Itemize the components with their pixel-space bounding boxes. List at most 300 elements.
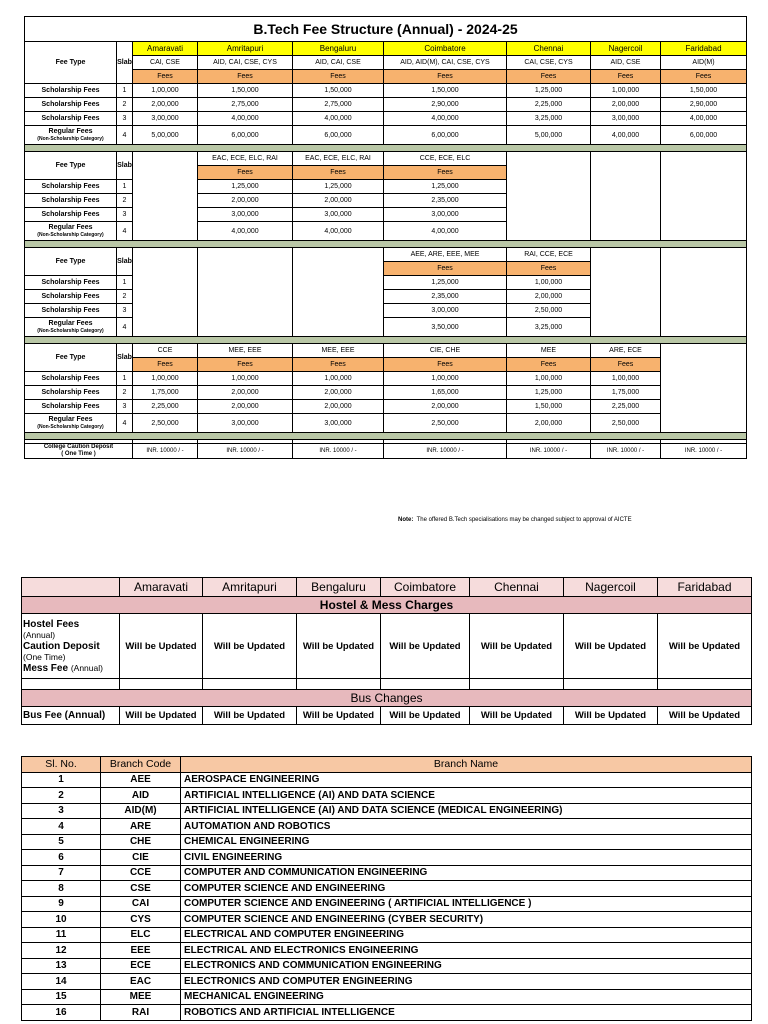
campus-header: Coimbatore bbox=[384, 42, 507, 56]
hostel-value: Will be Updated bbox=[203, 614, 297, 679]
fee-value: 1,75,000 bbox=[133, 386, 198, 400]
fee-value: 2,25,000 bbox=[591, 400, 661, 414]
branch-codes: CIE, CHE bbox=[384, 344, 507, 358]
slab-number: 1 bbox=[117, 180, 133, 194]
spacer bbox=[120, 679, 203, 690]
slab-number: 3 bbox=[117, 112, 133, 126]
campus-header: Coimbatore bbox=[381, 578, 470, 597]
fee-value: 2,00,000 bbox=[198, 400, 293, 414]
slab-number: 1 bbox=[117, 84, 133, 98]
spacer bbox=[297, 679, 381, 690]
hostel-value: Will be Updated bbox=[470, 614, 564, 679]
bus-fee-value: Will be Updated bbox=[564, 707, 658, 725]
caution-value: INR. 10000 / - bbox=[661, 444, 747, 459]
regular-fees-subtitle: (Non-Scholarship Category) bbox=[37, 328, 104, 334]
fee-value: 1,25,000 bbox=[293, 180, 384, 194]
branch-codes: AID, CSE bbox=[591, 56, 661, 70]
fee-value: 5,00,000 bbox=[133, 126, 198, 145]
row-label: Scholarship Fees bbox=[25, 372, 117, 386]
campus-header: Faridabad bbox=[661, 42, 747, 56]
fee-value: 2,00,000 bbox=[293, 194, 384, 208]
campus-header: Amaravati bbox=[133, 42, 198, 56]
hostel-value: Will be Updated bbox=[297, 614, 381, 679]
branch-codes: CAI, CSE bbox=[133, 56, 198, 70]
branch-codes: MEE, EEE bbox=[293, 344, 384, 358]
fee-type-header: Fee Type bbox=[25, 42, 117, 84]
branch-code: ECE bbox=[101, 958, 181, 974]
regular-fees-subtitle: (Non-Scholarship Category) bbox=[37, 424, 104, 430]
fees-header: Fees bbox=[507, 262, 591, 276]
fee-value: 4,00,000 bbox=[384, 222, 507, 241]
fee-value: 1,00,000 bbox=[507, 372, 591, 386]
fees-header: Fees bbox=[133, 358, 198, 372]
regular-fees-label bbox=[25, 222, 117, 241]
row-label: Scholarship Fees bbox=[25, 208, 117, 222]
table-row bbox=[22, 819, 752, 835]
regular-fees-subtitle: (Non-Scholarship Category) bbox=[37, 232, 104, 238]
fees-header: Fees bbox=[293, 70, 384, 84]
fee-value: 4,00,000 bbox=[293, 222, 384, 241]
sl-no: 10 bbox=[22, 912, 101, 928]
fee-value: 6,00,000 bbox=[198, 126, 293, 145]
fee-value: 1,75,000 bbox=[591, 386, 661, 400]
fee-type-header: Fee Type bbox=[25, 344, 117, 372]
slab-header: Slab bbox=[117, 344, 133, 372]
fee-value: 1,00,000 bbox=[133, 84, 198, 98]
fee-value: 1,00,000 bbox=[507, 276, 591, 290]
regular-fees-title: Regular Fees bbox=[48, 320, 93, 327]
fee-value: 1,25,000 bbox=[198, 180, 293, 194]
campus-header: Bengaluru bbox=[297, 578, 381, 597]
bus-fee-value: Will be Updated bbox=[658, 707, 752, 725]
bus-fee-value: Will be Updated bbox=[120, 707, 203, 725]
hostel-row-labels bbox=[22, 614, 120, 679]
slab-header: Slab bbox=[117, 42, 133, 84]
table-row bbox=[22, 865, 752, 881]
fee-value: 3,00,000 bbox=[384, 208, 507, 222]
empty-cell bbox=[198, 248, 293, 337]
slab-number: 2 bbox=[117, 98, 133, 112]
fee-value: 5,00,000 bbox=[507, 126, 591, 145]
caution-deposit-sub: (One Time) bbox=[23, 651, 66, 662]
campus-header: Amaravati bbox=[120, 578, 203, 597]
slab-number: 4 bbox=[117, 318, 133, 337]
branch-codes: MEE, EEE bbox=[198, 344, 293, 358]
hostel-section-title: Hostel & Mess Charges bbox=[22, 597, 752, 614]
table-row bbox=[22, 772, 752, 788]
branch-codes: ARE, ECE bbox=[591, 344, 661, 358]
fees-header: Fees bbox=[198, 166, 293, 180]
fee-value: 2,75,000 bbox=[198, 98, 293, 112]
fee-value: 1,50,000 bbox=[384, 84, 507, 98]
row-label: Scholarship Fees bbox=[25, 386, 117, 400]
branch-codes: AEE, ARE, EEE, MEE bbox=[384, 248, 507, 262]
slab-number: 4 bbox=[117, 414, 133, 433]
branch-name: COMPUTER SCIENCE AND ENGINEERING (CYBER SECURITY) bbox=[181, 912, 752, 928]
fees-header: Fees bbox=[661, 70, 747, 84]
sl-no-header: Sl. No. bbox=[22, 757, 101, 773]
empty-cell bbox=[591, 248, 661, 337]
slab-number: 1 bbox=[117, 276, 133, 290]
spacer bbox=[658, 679, 752, 690]
regular-fees-label bbox=[25, 414, 117, 433]
branch-codes: CCE, ECE, ELC bbox=[384, 152, 507, 166]
section-divider bbox=[25, 433, 747, 440]
fee-value: 2,25,000 bbox=[133, 400, 198, 414]
table-row bbox=[22, 958, 752, 974]
branch-name: ELECTRONICS AND COMPUTER ENGINEERING bbox=[181, 974, 752, 990]
branch-code: CHE bbox=[101, 834, 181, 850]
row-label: Scholarship Fees bbox=[25, 180, 117, 194]
fee-value: 2,00,000 bbox=[133, 98, 198, 112]
fee-value: 1,65,000 bbox=[384, 386, 507, 400]
campus-header: Faridabad bbox=[658, 578, 752, 597]
fee-value: 2,75,000 bbox=[293, 98, 384, 112]
sl-no: 5 bbox=[22, 834, 101, 850]
table-row bbox=[22, 803, 752, 819]
slab-header: Slab bbox=[117, 248, 133, 276]
hostel-fees-label: Hostel Fees bbox=[23, 618, 80, 630]
fee-value: 1,25,000 bbox=[507, 386, 591, 400]
table-row bbox=[22, 927, 752, 943]
hostel-bus-table bbox=[21, 577, 752, 725]
fee-value: 3,00,000 bbox=[591, 112, 661, 126]
empty-cell bbox=[661, 152, 747, 241]
caution-deposit-title: College Caution Deposit bbox=[43, 444, 114, 450]
bus-fee-label: Bus Fee (Annual) bbox=[22, 707, 120, 725]
fees-header: Fees bbox=[198, 70, 293, 84]
branch-name: MECHANICAL ENGINEERING bbox=[181, 989, 752, 1005]
slab-number: 4 bbox=[117, 126, 133, 145]
table-row bbox=[22, 912, 752, 928]
table-row bbox=[22, 850, 752, 866]
section-divider bbox=[25, 241, 747, 248]
sl-no: 15 bbox=[22, 989, 101, 1005]
sl-no: 2 bbox=[22, 788, 101, 804]
row-label: Scholarship Fees bbox=[25, 84, 117, 98]
regular-fees-title: Regular Fees bbox=[48, 416, 93, 423]
empty-cell bbox=[507, 152, 591, 241]
empty-cell bbox=[293, 248, 384, 337]
fee-value: 2,35,000 bbox=[384, 290, 507, 304]
sl-no: 9 bbox=[22, 896, 101, 912]
campus-header: Nagercoil bbox=[564, 578, 658, 597]
caution-value: INR. 10000 / - bbox=[591, 444, 661, 459]
regular-fees-label bbox=[25, 126, 117, 145]
fee-structure-table bbox=[24, 16, 747, 459]
fees-header: Fees bbox=[507, 358, 591, 372]
row-label: Scholarship Fees bbox=[25, 276, 117, 290]
fee-value: 2,00,000 bbox=[591, 98, 661, 112]
empty-cell bbox=[133, 152, 198, 241]
branch-name: CIVIL ENGINEERING bbox=[181, 850, 752, 866]
fee-value: 6,00,000 bbox=[293, 126, 384, 145]
table-row bbox=[22, 974, 752, 990]
corner-cell bbox=[22, 578, 120, 597]
caution-value: INR. 10000 / - bbox=[507, 444, 591, 459]
fees-header: Fees bbox=[384, 262, 507, 276]
fee-value: 2,50,000 bbox=[507, 304, 591, 318]
row-label: Scholarship Fees bbox=[25, 194, 117, 208]
fee-value: 1,25,000 bbox=[507, 84, 591, 98]
sl-no: 13 bbox=[22, 958, 101, 974]
fee-value: 4,00,000 bbox=[661, 112, 747, 126]
table-row bbox=[22, 1005, 752, 1021]
table-row bbox=[22, 943, 752, 959]
branch-code: EAC bbox=[101, 974, 181, 990]
branch-code: MEE bbox=[101, 989, 181, 1005]
fee-value: 2,90,000 bbox=[384, 98, 507, 112]
campus-header: Bengaluru bbox=[293, 42, 384, 56]
slab-number: 3 bbox=[117, 208, 133, 222]
branch-name: ELECTRONICS AND COMMUNICATION ENGINEERING bbox=[181, 958, 752, 974]
branch-codes: MEE bbox=[507, 344, 591, 358]
sl-no: 8 bbox=[22, 881, 101, 897]
bus-fee-value: Will be Updated bbox=[470, 707, 564, 725]
branch-code: ARE bbox=[101, 819, 181, 835]
fees-header: Fees bbox=[384, 358, 507, 372]
spacer bbox=[470, 679, 564, 690]
branch-code: CIE bbox=[101, 850, 181, 866]
table-row bbox=[22, 896, 752, 912]
row-label: Scholarship Fees bbox=[25, 98, 117, 112]
branch-code: AID bbox=[101, 788, 181, 804]
hostel-value: Will be Updated bbox=[381, 614, 470, 679]
spacer bbox=[381, 679, 470, 690]
slab-number: 3 bbox=[117, 304, 133, 318]
fee-value: 4,00,000 bbox=[198, 222, 293, 241]
sl-no: 6 bbox=[22, 850, 101, 866]
branch-code: CAI bbox=[101, 896, 181, 912]
branch-code: AEE bbox=[101, 772, 181, 788]
campus-header: Amritapuri bbox=[198, 42, 293, 56]
section-divider bbox=[25, 337, 747, 344]
empty-cell bbox=[591, 152, 661, 241]
branch-name: ELECTRICAL AND COMPUTER ENGINEERING bbox=[181, 927, 752, 943]
spacer bbox=[203, 679, 297, 690]
branch-codes: AID, AID(M), CAI, CSE, CYS bbox=[384, 56, 507, 70]
fee-value: 2,90,000 bbox=[661, 98, 747, 112]
branch-codes: AID, CAI, CSE, CYS bbox=[198, 56, 293, 70]
fee-value: 2,35,000 bbox=[384, 194, 507, 208]
bus-fee-value: Will be Updated bbox=[203, 707, 297, 725]
branch-codes: AID(M) bbox=[661, 56, 747, 70]
row-label: Scholarship Fees bbox=[25, 112, 117, 126]
sl-no: 7 bbox=[22, 865, 101, 881]
fee-value: 2,00,000 bbox=[293, 400, 384, 414]
sl-no: 11 bbox=[22, 927, 101, 943]
fee-value: 1,50,000 bbox=[293, 84, 384, 98]
branch-name: AUTOMATION AND ROBOTICS bbox=[181, 819, 752, 835]
branch-name: ARTIFICIAL INTELLIGENCE (AI) AND DATA SCIENCE bbox=[181, 788, 752, 804]
regular-fees-title: Regular Fees bbox=[48, 128, 93, 135]
empty-cell bbox=[661, 344, 747, 433]
sl-no: 4 bbox=[22, 819, 101, 835]
sl-no: 16 bbox=[22, 1005, 101, 1021]
table-row bbox=[22, 881, 752, 897]
fee-value: 2,00,000 bbox=[293, 386, 384, 400]
caution-deposit-label: Caution Deposit bbox=[23, 640, 100, 652]
caution-deposit-label bbox=[25, 444, 133, 459]
slab-number: 4 bbox=[117, 222, 133, 241]
branch-name: ROBOTICS AND ARTIFICIAL INTELLIGENCE bbox=[181, 1005, 752, 1021]
branch-codes: CAI, CSE, CYS bbox=[507, 56, 591, 70]
regular-fees-title: Regular Fees bbox=[48, 224, 93, 231]
bus-section-title: Bus Changes bbox=[22, 690, 752, 707]
hostel-value: Will be Updated bbox=[120, 614, 203, 679]
branch-code: EEE bbox=[101, 943, 181, 959]
fees-header: Fees bbox=[384, 70, 507, 84]
fee-value: 1,00,000 bbox=[133, 372, 198, 386]
fee-structure-title: B.Tech Fee Structure (Annual) - 2024-25 bbox=[25, 17, 747, 42]
row-label: Scholarship Fees bbox=[25, 400, 117, 414]
sl-no: 3 bbox=[22, 803, 101, 819]
slab-header: Slab bbox=[117, 152, 133, 180]
caution-value: INR. 10000 / - bbox=[293, 444, 384, 459]
caution-value: INR. 10000 / - bbox=[198, 444, 293, 459]
branch-codes: AID, CAI, CSE bbox=[293, 56, 384, 70]
fee-value: 3,00,000 bbox=[384, 304, 507, 318]
branch-name: CHEMICAL ENGINEERING bbox=[181, 834, 752, 850]
mess-fee-label: Mess Fee bbox=[23, 662, 69, 674]
row-label: Scholarship Fees bbox=[25, 290, 117, 304]
branch-code: ELC bbox=[101, 927, 181, 943]
fees-header: Fees bbox=[591, 358, 661, 372]
fee-value: 3,00,000 bbox=[198, 414, 293, 433]
fee-value: 4,00,000 bbox=[198, 112, 293, 126]
branch-codes: RAI, CCE, ECE bbox=[507, 248, 591, 262]
fee-value: 6,00,000 bbox=[661, 126, 747, 145]
branch-code: CYS bbox=[101, 912, 181, 928]
fee-value: 4,00,000 bbox=[384, 112, 507, 126]
fee-value: 2,00,000 bbox=[384, 400, 507, 414]
hostel-fees-sub: (Annual) bbox=[23, 629, 56, 640]
sl-no: 12 bbox=[22, 943, 101, 959]
fee-value: 2,00,000 bbox=[507, 414, 591, 433]
fees-header: Fees bbox=[198, 358, 293, 372]
caution-value: INR. 10000 / - bbox=[384, 444, 507, 459]
caution-value: INR. 10000 / - bbox=[133, 444, 198, 459]
branch-code: CCE bbox=[101, 865, 181, 881]
branch-code-header: Branch Code bbox=[101, 757, 181, 773]
fee-value: 2,50,000 bbox=[133, 414, 198, 433]
slab-number: 2 bbox=[117, 386, 133, 400]
fee-value: 2,00,000 bbox=[507, 290, 591, 304]
fee-value: 3,25,000 bbox=[507, 112, 591, 126]
empty-cell bbox=[133, 248, 198, 337]
branch-name: AEROSPACE ENGINEERING bbox=[181, 772, 752, 788]
branch-name: COMPUTER AND COMMUNICATION ENGINEERING bbox=[181, 865, 752, 881]
branch-code: AID(M) bbox=[101, 803, 181, 819]
branch-list-table bbox=[21, 756, 752, 1021]
fee-value: 3,25,000 bbox=[507, 318, 591, 337]
fee-value: 1,50,000 bbox=[198, 84, 293, 98]
fee-value: 3,00,000 bbox=[198, 208, 293, 222]
fee-value: 6,00,000 bbox=[384, 126, 507, 145]
fee-value: 2,00,000 bbox=[198, 386, 293, 400]
branch-codes: EAC, ECE, ELC, RAI bbox=[293, 152, 384, 166]
fee-value: 3,00,000 bbox=[293, 208, 384, 222]
table-row bbox=[22, 834, 752, 850]
fee-value: 1,50,000 bbox=[661, 84, 747, 98]
hostel-value: Will be Updated bbox=[658, 614, 752, 679]
fee-type-header: Fee Type bbox=[25, 152, 117, 180]
slab-number: 3 bbox=[117, 400, 133, 414]
slab-number: 2 bbox=[117, 194, 133, 208]
table-row bbox=[22, 989, 752, 1005]
campus-header: Amritapuri bbox=[203, 578, 297, 597]
regular-fees-subtitle: (Non-Scholarship Category) bbox=[37, 136, 104, 142]
campus-header: Chennai bbox=[507, 42, 591, 56]
branch-name: COMPUTER SCIENCE AND ENGINEERING bbox=[181, 881, 752, 897]
fee-value: 1,00,000 bbox=[198, 372, 293, 386]
fee-type-header: Fee Type bbox=[25, 248, 117, 276]
fee-value: 3,00,000 bbox=[293, 414, 384, 433]
spacer bbox=[564, 679, 658, 690]
bus-fee-value: Will be Updated bbox=[297, 707, 381, 725]
sl-no: 1 bbox=[22, 772, 101, 788]
row-label: Scholarship Fees bbox=[25, 304, 117, 318]
note-text: The offered B.Tech specialisations may be changed subject to approval of AICTE bbox=[416, 517, 632, 523]
hostel-value: Will be Updated bbox=[564, 614, 658, 679]
fee-value: 1,00,000 bbox=[591, 372, 661, 386]
regular-fees-label bbox=[25, 318, 117, 337]
fee-value: 1,00,000 bbox=[293, 372, 384, 386]
spacer bbox=[22, 679, 120, 690]
branch-code: CSE bbox=[101, 881, 181, 897]
mess-fee-sub: (Annual) bbox=[70, 662, 103, 673]
branch-codes: EAC, ECE, ELC, RAI bbox=[198, 152, 293, 166]
empty-cell bbox=[661, 248, 747, 337]
branch-codes: CCE bbox=[133, 344, 198, 358]
fee-value: 1,25,000 bbox=[384, 276, 507, 290]
fees-header: Fees bbox=[384, 166, 507, 180]
slab-number: 1 bbox=[117, 372, 133, 386]
fee-value: 4,00,000 bbox=[591, 126, 661, 145]
branch-name: COMPUTER SCIENCE AND ENGINEERING ( ARTIFICIAL INTELLIGENCE ) bbox=[181, 896, 752, 912]
fee-value: 1,50,000 bbox=[507, 400, 591, 414]
fee-value: 2,25,000 bbox=[507, 98, 591, 112]
bus-fee-value: Will be Updated bbox=[381, 707, 470, 725]
fee-value: 2,50,000 bbox=[384, 414, 507, 433]
fee-value: 1,00,000 bbox=[384, 372, 507, 386]
branch-code: RAI bbox=[101, 1005, 181, 1021]
aicte-note bbox=[398, 517, 632, 523]
fees-header: Fees bbox=[293, 358, 384, 372]
fees-header: Fees bbox=[293, 166, 384, 180]
note-label: Note: bbox=[398, 517, 414, 523]
branch-name: ARTIFICIAL INTELLIGENCE (AI) AND DATA SCIENCE (MEDICAL ENGINEERING) bbox=[181, 803, 752, 819]
fee-value: 1,00,000 bbox=[591, 84, 661, 98]
fee-value: 1,25,000 bbox=[384, 180, 507, 194]
fee-value: 3,50,000 bbox=[384, 318, 507, 337]
fees-header: Fees bbox=[591, 70, 661, 84]
campus-header: Chennai bbox=[470, 578, 564, 597]
table-row bbox=[22, 788, 752, 804]
fees-header: Fees bbox=[133, 70, 198, 84]
branch-name: ELECTRICAL AND ELECTRONICS ENGINEERING bbox=[181, 943, 752, 959]
fee-value: 4,00,000 bbox=[293, 112, 384, 126]
fee-value: 2,00,000 bbox=[198, 194, 293, 208]
slab-number: 2 bbox=[117, 290, 133, 304]
caution-deposit-subtitle: ( One Time ) bbox=[61, 451, 96, 457]
fees-header: Fees bbox=[507, 70, 591, 84]
sl-no: 14 bbox=[22, 974, 101, 990]
campus-header: Nagercoil bbox=[591, 42, 661, 56]
branch-name-header: Branch Name bbox=[181, 757, 752, 773]
fee-value: 2,50,000 bbox=[591, 414, 661, 433]
fee-value: 3,00,000 bbox=[133, 112, 198, 126]
